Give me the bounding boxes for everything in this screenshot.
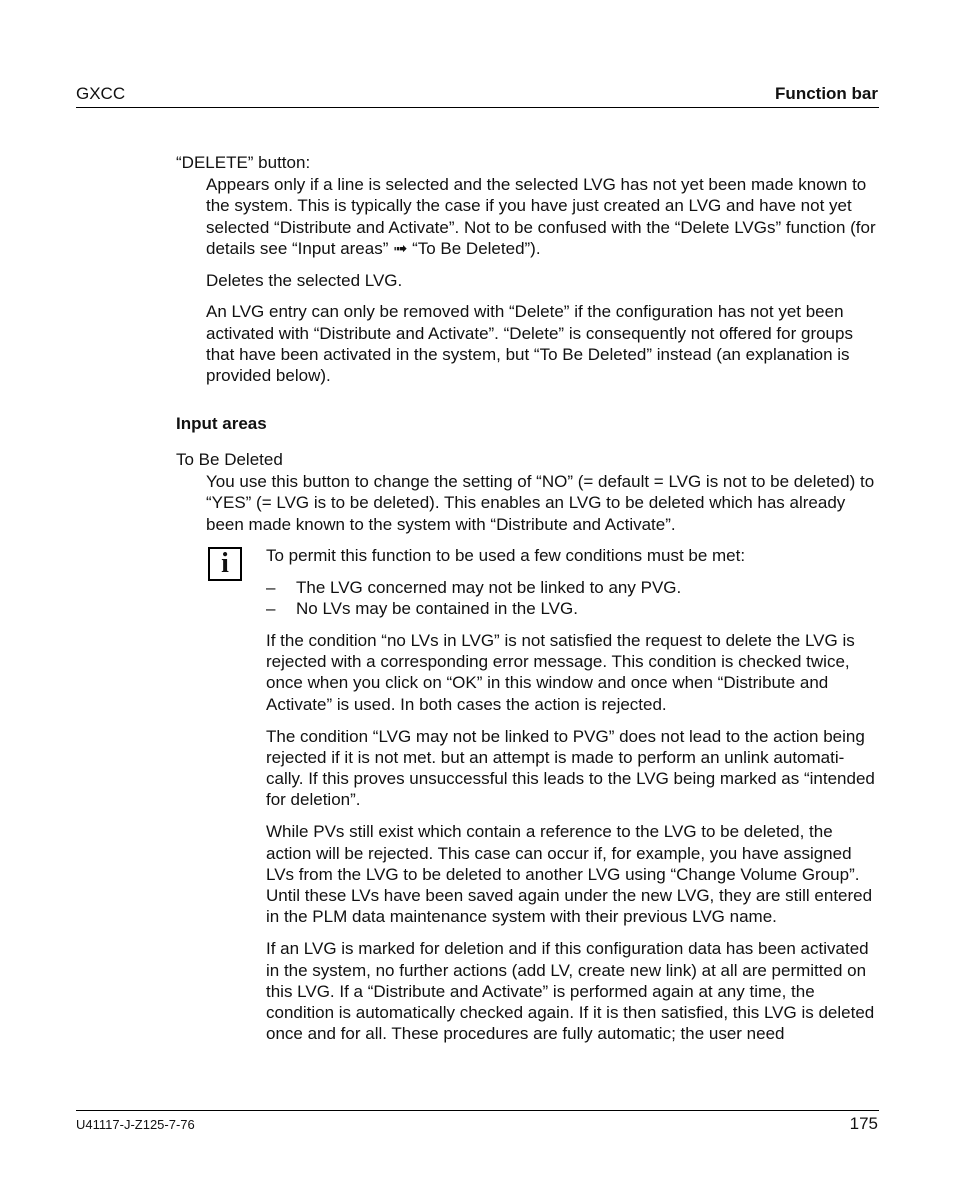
paragraph: While PVs still exist which contain a reference to the LVG to be deleted, the action will be rejected. This case can occur if, for example, you have assigned LVs from the LVG to be deleted to another LVG using “Change Volume Group”. Until these LVs have been saved again under the new LVG, they are still entered in the PLM data maintenance system with their previous LVG name. xyxy=(266,822,873,927)
note-intro: To permit this function to be used a few conditions must be met: xyxy=(266,546,746,565)
list-item xyxy=(266,577,878,598)
delete-button-term: “DELETE” button: xyxy=(176,153,311,172)
paragraph: Appears only if a line is selected and the selected LVG has not yet been made known to the system. This is typically the case if you have just created an LVG and have not yet selected “Distribute and Activate”. Not to be confused with the “Delete LVGs” function (for details see “Input areas” ➟ “To Be Deleted”). xyxy=(206,175,876,258)
paragraph: An LVG entry can only be removed with “Delete” if the configuration has not yet been activated with “Distribute and Activate”. “Delete” is consequently not offered for groups that have been activated in the system, but “To Be Deleted” instead (an explanation is provided below). xyxy=(206,302,853,386)
paragraph: The condition “LVG may not be linked to PVG” does not lead to the action being rejected if it is not met. but an attempt is made to perform an unlink automati-cally. If this proves unsuccessful this leads to the LVG being marked as “intended for deletion”. xyxy=(266,726,875,810)
info-icon xyxy=(208,547,242,581)
to-be-deleted-description xyxy=(206,471,878,535)
paragraph: If an LVG is marked for deletion and if this configuration data has been activated in the system, no further actions (add LV, create new link) at all are permitted on this LVG. If a “Distribute and Activate” is performed again at any time, the condition is automatically checked again. If it is then satisfied, this LVG is deleted once and for all. These procedures are fully automatic; the user need xyxy=(266,939,875,1044)
list-item xyxy=(266,598,878,619)
list-marker: – xyxy=(266,599,276,619)
header-rule xyxy=(76,107,879,108)
to-be-deleted-term: To Be Deleted xyxy=(176,450,283,469)
list-marker: – xyxy=(266,577,276,597)
document-id: U41117-J-Z125-7-76 xyxy=(76,1117,195,1132)
paragraph: If the condition “no LVs in LVG” is not satisfied the request to delete the LVG is rejected with a corresponding error message. This condition is checked twice, once when you click on “OK” in this window and once when “Distribute and Activate” is used. In both cases the action is rejected. xyxy=(266,630,855,714)
info-icon-glyph: i xyxy=(221,548,229,579)
page-number: 175 xyxy=(849,1114,878,1133)
section-heading-input-areas: Input areas xyxy=(176,414,267,433)
condition-list xyxy=(266,577,878,620)
info-note xyxy=(266,545,878,1045)
list-item-text: The LVG concerned may not be linked to any PVG. xyxy=(296,577,682,597)
paragraph: You use this button to change the setting of “NO” (= default = LVG is not to be deleted) to “YES” (= LVG is to be deleted). This enables an LVG to be deleted which has already been made known to the system with “Distribute and Activate”. xyxy=(206,472,875,534)
running-header-section: Function bar xyxy=(775,84,878,103)
paragraph: Deletes the selected LVG. xyxy=(206,270,403,290)
running-header-title: GXCC xyxy=(76,84,126,103)
footer-rule xyxy=(76,1110,879,1111)
delete-button-description xyxy=(206,174,878,387)
list-item-text: No LVs may be contained in the LVG. xyxy=(296,599,578,619)
